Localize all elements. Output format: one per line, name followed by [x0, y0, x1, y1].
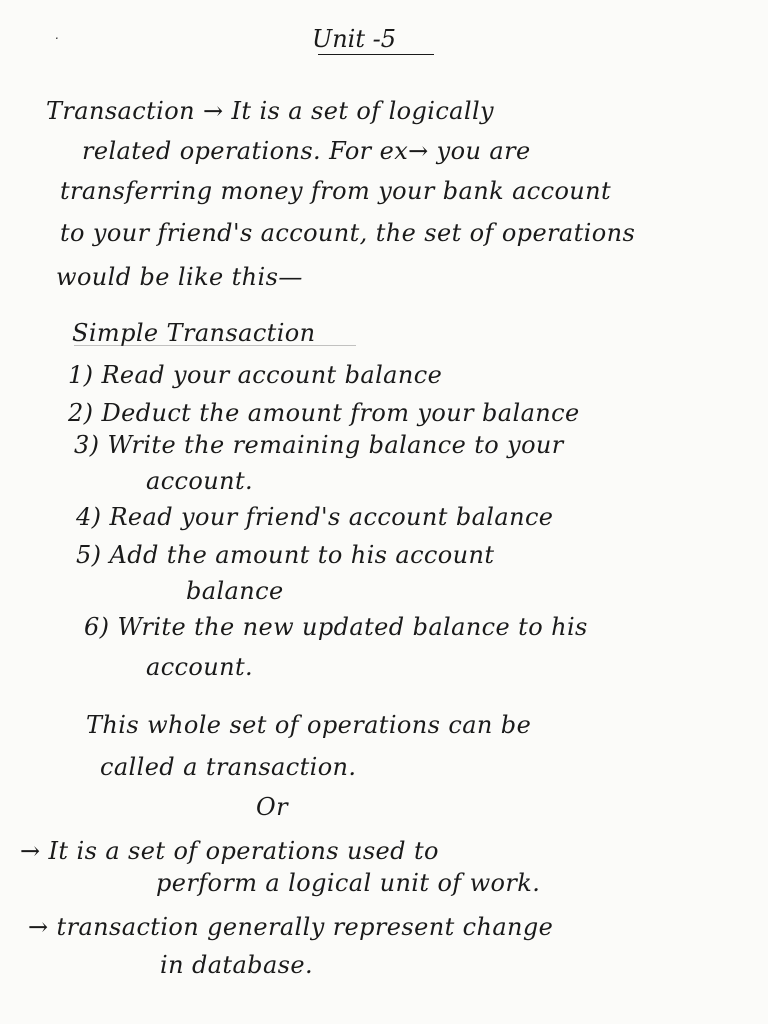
step-line: 1) Read your account balance	[68, 361, 443, 389]
step-line: 3) Write the remaining balance to your	[74, 431, 564, 459]
step-line: account.	[146, 653, 254, 681]
pen-mark: ˙	[52, 36, 59, 52]
step-line: 2) Deduct the amount from your balance	[68, 399, 580, 427]
title-underline	[318, 54, 434, 55]
point-line: → transaction generally represent change	[28, 913, 554, 941]
step-line: 5) Add the amount to his account	[76, 541, 495, 569]
intro-line: transferring money from your bank account	[60, 177, 612, 205]
intro-line: to your friend's account, the set of operations	[60, 219, 636, 247]
point-line: in database.	[160, 951, 314, 979]
intro-line: Transaction → It is a set of logically	[46, 97, 494, 125]
step-line: 6) Write the new updated balance to his	[84, 613, 588, 641]
point-line: perform a logical unit of work.	[156, 869, 541, 897]
point-line: → It is a set of operations used to	[20, 837, 439, 865]
section-heading: Simple Transaction	[72, 319, 316, 347]
or-divider-text: Or	[256, 793, 288, 821]
summary-line: called a transaction.	[100, 753, 357, 781]
step-line: 4) Read your friend's account balance	[76, 503, 554, 531]
summary-line: This whole set of operations can be	[86, 711, 532, 739]
step-line: account.	[146, 467, 254, 495]
intro-line: would be like this—	[56, 263, 303, 291]
step-line: balance	[186, 577, 284, 605]
intro-line: related operations. For ex→ you are	[82, 137, 531, 165]
heading-underline	[74, 345, 356, 346]
page-title: Unit -5	[312, 25, 397, 53]
